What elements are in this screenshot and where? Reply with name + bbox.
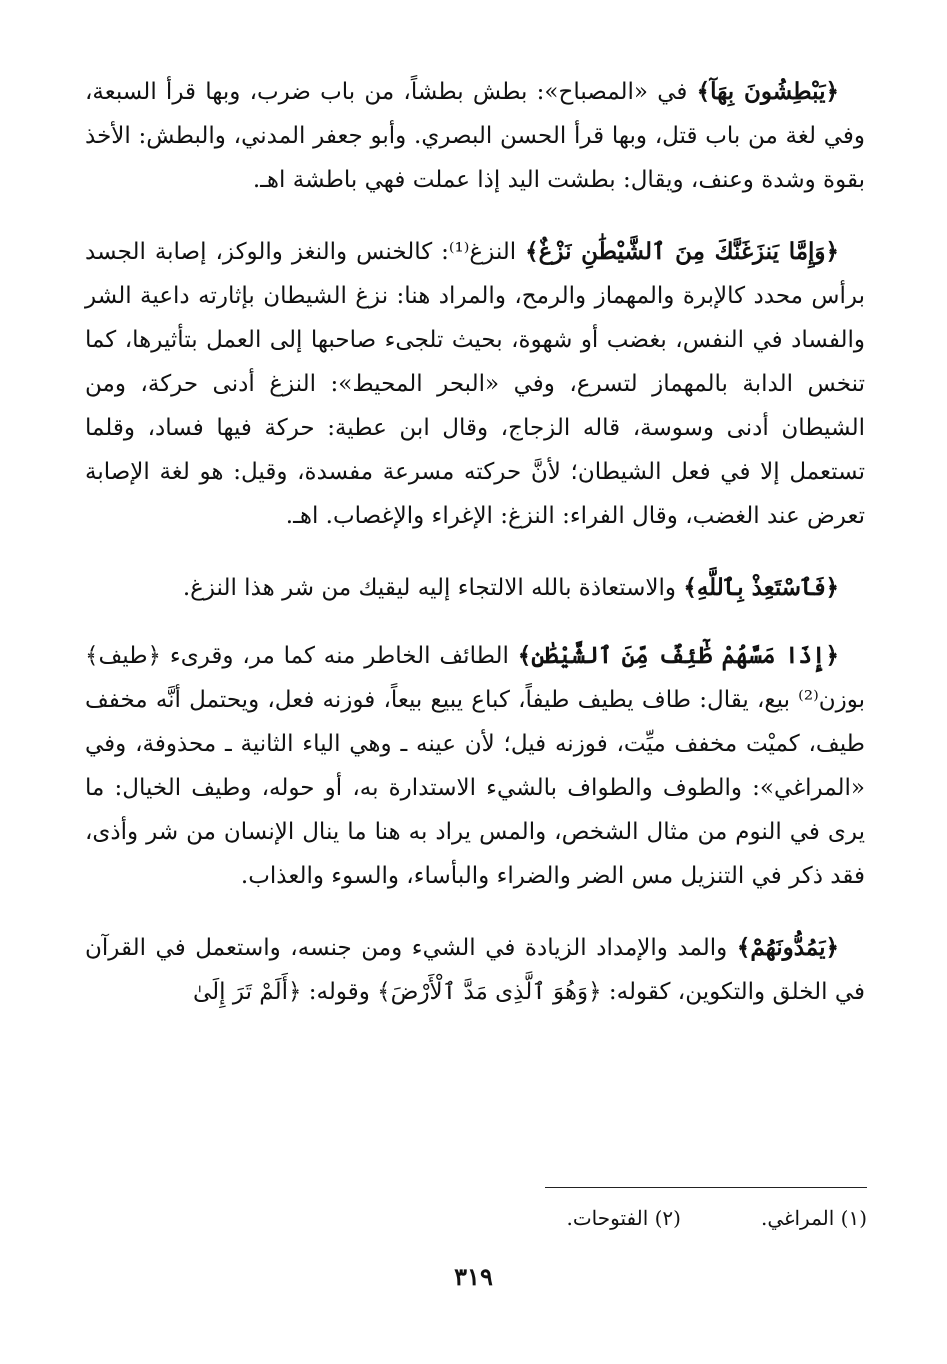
paragraph-2 xyxy=(85,230,865,538)
paragraph-1 xyxy=(85,70,865,202)
paragraph-text: والمد والإمداد الزيادة في الشيء ومن جنسه، واستعمل في القرآن في الخلق والتكوين، كقوله: ﴿وَهُوَ ٱلَّذِى مَدَّ ٱلْأَرْضَ﴾ وقوله: ﴿أَلَمْ تَرَ إِلَىٰ xyxy=(85,935,865,1005)
footnote-1: (١) المراغي. xyxy=(760,1206,867,1230)
paragraph-4 xyxy=(85,634,865,898)
page-body xyxy=(85,70,865,1042)
quran-verse: ﴿يَمُدُّونَهُمْ﴾ xyxy=(736,934,839,961)
quran-verse: ﴿يَبْطِشُونَ بِهَآ﴾ xyxy=(696,78,839,105)
footnote-divider xyxy=(545,1187,867,1188)
paragraph-5 xyxy=(85,926,865,1014)
paragraph-text: والاستعاذة بالله الالتجاء إليه ليقيك من شر هذا النزغ. xyxy=(182,575,684,601)
quran-verse: ﴿إِذَا مَسَّهُمْ طَٰٓئِفٌ مِّنَ ٱلشَّيْطَٰنِ﴾ xyxy=(517,642,839,669)
page-number: ٣١٩ xyxy=(454,1262,493,1291)
paragraph-3 xyxy=(85,566,865,610)
paragraph-text: النزغ⁽¹⁾: كالخنس والنغز والوكز، إصابة الجسد برأس محدد كالإبرة والمهماز والرمح، والمراد هنا: نزغ الشيطان بإثارته داعية الشر والفساد في النفس، بغضب أو شهوة، بحيث تلجىء صاحبها إلى العمل بتأثيرها، كما تنخس الدابة بالمهماز لتسرع، وفي «البحر المحيط»: النزغ أدنى حركة، ومن الشيطان أدنى وسوسة، قاله الزجاج، وقال ابن عطية: حركة فيها فساد، وقلما تستعمل إلا في فعل الشيطان؛ لأنَّ حركته مسرعة مفسدة، وقيل: هو لغة الإصابة تعرض عند الغضب، وقال الفراء: النزغ: الإغراء والإغصاب. اهـ. xyxy=(85,239,865,529)
quran-verse: ﴿وَإِمَّا يَنزَغَنَّكَ مِنَ ٱلشَّيْطَٰنِ نَزْغٌ﴾ xyxy=(525,238,839,265)
quran-verse: ﴿فَٱسْتَعِذْ بِٱللَّهِ﴾ xyxy=(683,574,839,601)
footnote-2: (٢) الفتوحات. xyxy=(566,1206,681,1230)
footnotes xyxy=(300,1204,867,1232)
paragraph-text: في «المصباح»: بطش بطشاً، من باب ضرب، وبها قرأ السبعة، وفي لغة من باب قتل، وبها قرأ الحسن البصري. وأبو جعفر المدني، والبطش: الأخذ بقوة وشدة وعنف، ويقال: بطشت اليد إذا عملت فهي باطشة اهـ. xyxy=(85,79,865,193)
paragraph-text: الطائف الخاطر منه كما مر، وقرىء ﴿طيف﴾ بوزن⁽²⁾ بيع، يقال: طاف يطيف طيفاً، كباع يبيع بيعاً، فوزنه فعل، ويحتمل أنَّه مخفف طيف، كميْت مخفف ميِّت، فوزنه فيل؛ لأن عينه ـ وهي الياء الثانية ـ محذوفة، وفي «المراغي»: والطوف والطواف بالشيء الاستدارة به، أو حوله، وطيف الخيال: ما يرى في النوم من مثال الشخص، والمس يراد به هنا ما ينال الإنسان من شر وأذى، فقد ذكر في التنزيل مس الضر والضراء والبأساء، والسوء والعذاب. xyxy=(85,643,865,889)
